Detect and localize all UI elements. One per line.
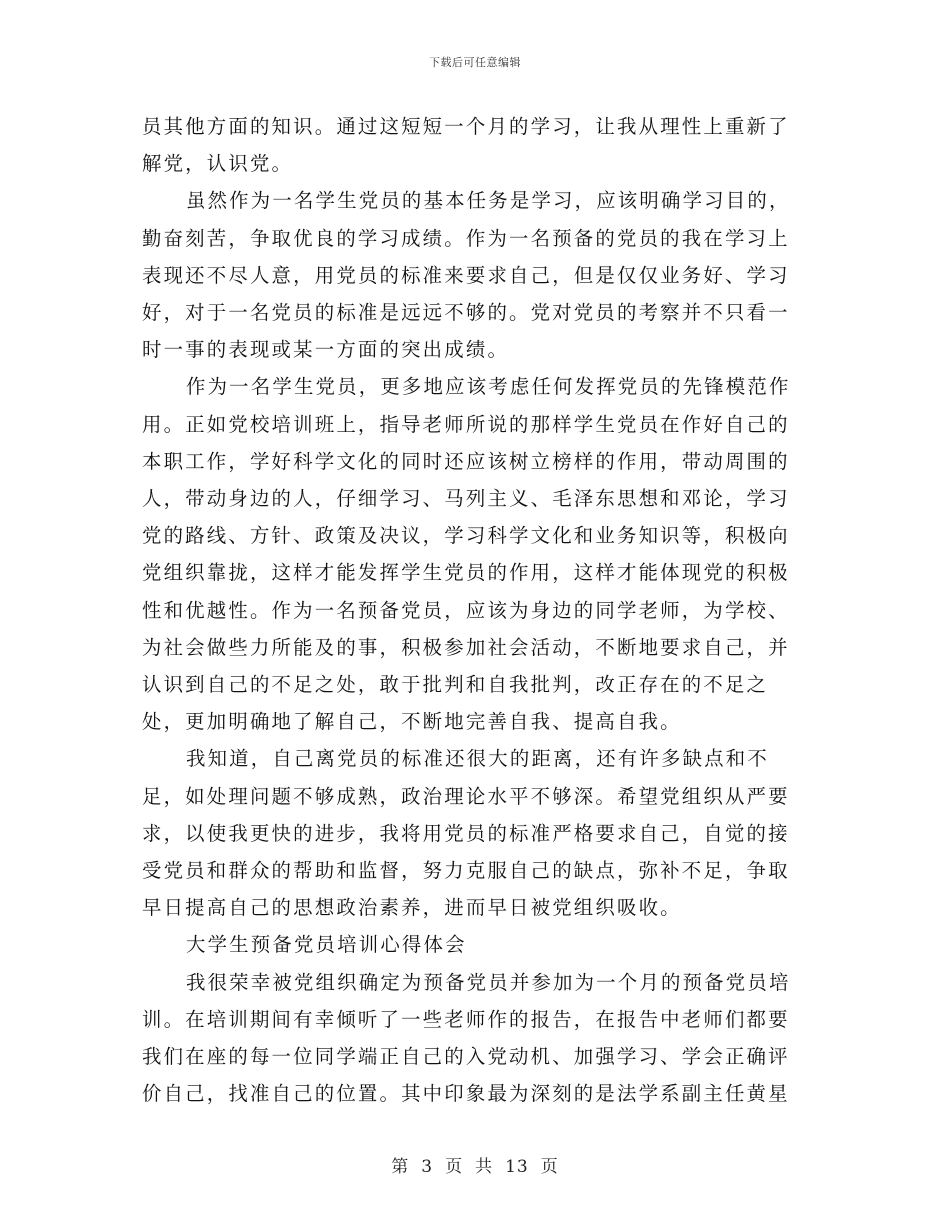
paragraph-3: 作为一名学生党员，更多地应该考虑任何发挥党员的先锋模范作用。正如党校培训班上，指导老师所说的那样学生党员在作好自己的本职工作，学好科学文化的同时还应该树立榜样的作用，带动周围的人，带动身边的人，仔细学习、马列主义、毛泽东思想和邓论，学习党的路线、方针、政策及决议，学习科学文化和业务知识等，积极向党组织靠拢，这样才能发挥学生党员的作用，这样才能体现党的积极性和优越性。作为一名预备党员，应该为身边的同学老师，为学校、为社会做些力所能及的事，积极参加社会活动，不断地要求自己，并认识到自己的不足之处，敢于批判和自我批判，改正存在的不足之处，更加明确地了解自己，不断地完善自我、提高自我。	[142, 375, 791, 734]
page-header: 下载后可任意编辑	[429, 56, 521, 69]
document-body	[142, 108, 810, 1112]
section-heading: 大学生预备党员培训心得体会	[186, 933, 467, 957]
paragraph-1: 员其他方面的知识。通过这短短一个月的学习，让我从理性上重新了解党，认识党。	[142, 115, 790, 176]
total-page-count: 13	[505, 1157, 529, 1177]
footer-suffix: 页	[540, 1157, 559, 1177]
footer-prefix: 第	[391, 1157, 410, 1177]
current-page-number: 3	[421, 1157, 434, 1177]
paragraph-4: 我知道，自己离党员的标准还很大的距离，还有许多缺点和不足，如处理问题不够成熟，政治理论水平不够深。希望党组织从严要求，以使我更快的进步，我将用党员的标准严格要求自己，自觉的接受党员和群众的帮助和监督，努力克服自己的缺点，弥补不足，争取早日提高自己的思想政治素养，进而早日被党组织吸收。	[142, 747, 790, 920]
paragraph-5: 我很荣幸被党组织确定为预备党员并参加为一个月的预备党员培训。在培训期间有幸倾听了一些老师作的报告，在报告中老师们都要我们在座的每一位同学端正自己的入党动机、加强学习、学会正确评价自己，找准自己的位置。其中印象最为深刻的是法学系副主任黄星	[142, 970, 791, 1106]
paragraph-2: 虽然作为一名学生党员的基本任务是学习，应该明确学习目的，勤奋刻苦，争取优良的学习成绩。作为一名预备的党员的我在学习上表现还不尽人意，用党员的标准来要求自己，但是仅仅业务好、学习好，对于一名党员的标准是远远不够的。党对党员的考察并不只看一时一事的表现或某一方面的突出成绩。	[142, 189, 791, 362]
page-footer	[0, 1152, 950, 1177]
footer-total-word: 共	[475, 1157, 494, 1177]
footer-page-word: 页	[445, 1157, 464, 1177]
